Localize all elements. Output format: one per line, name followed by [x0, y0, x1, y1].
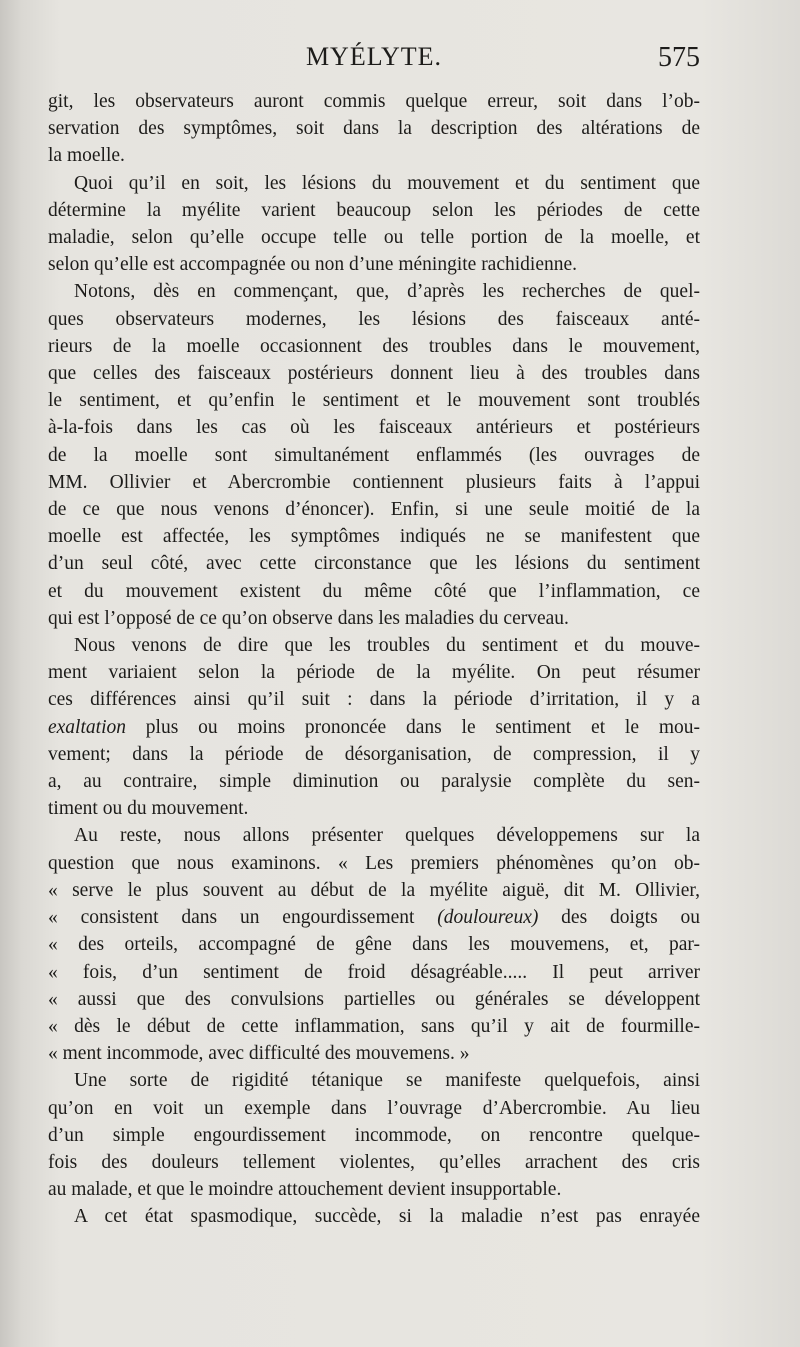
- text-line: Nous venons de dire que les troubles du sentiment et du mouve-: [74, 635, 700, 657]
- text-line: qu’on en voit un exemple dans l’ouvrage d’Abercrombie. Au lieu: [48, 1097, 700, 1119]
- text-line: « dès le début de cette inflammation, sans qu’il y ait de fourmille-: [48, 1015, 700, 1037]
- text-line: moelle est affectée, les symptômes indiqués ne se manifestent que: [48, 526, 700, 548]
- text-line: question que nous examinons. « Les premiers phénomènes qu’on ob-: [48, 852, 700, 874]
- text-line: fois des douleurs tellement violentes, qu’elles arrachent des cris: [48, 1151, 700, 1173]
- text-line: exaltation plus ou moins prononcée dans le sentiment et le mou-: [48, 716, 700, 738]
- text-line: « aussi que des convulsions partielles ou générales se développent: [48, 988, 700, 1010]
- text-line: « ment incommode, avec difficulté des mouvemens. »: [48, 1043, 470, 1065]
- text-line: ces différences ainsi qu’il suit : dans la période d’irritation, il y a: [48, 689, 700, 711]
- page-number: 575: [658, 42, 700, 73]
- text-line: vement; dans la période de désorganisation, de compression, il y: [48, 743, 700, 765]
- text-line: qui est l’opposé de ce qu’on observe dans les maladies du cerveau.: [48, 607, 569, 629]
- text-line: a, au contraire, simple diminution ou paralysie complète du sen-: [48, 771, 700, 793]
- text-line: de la moelle sont simultanément enflammés (les ouvrages de: [48, 444, 700, 466]
- text-line: ment variaient selon la période de la myélite. On peut résumer: [48, 662, 700, 684]
- text-line: « serve le plus souvent au début de la myélite aiguë, dit M. Ollivier,: [48, 879, 700, 901]
- text-line: rieurs de la moelle occasionnent des troubles dans le mouvement,: [48, 335, 700, 357]
- text-line: ques observateurs modernes, les lésions des faisceaux anté-: [48, 308, 700, 330]
- text-line: que celles des faisceaux postérieurs donnent lieu à des troubles dans: [48, 363, 700, 385]
- page-header: [48, 42, 700, 82]
- text-line: détermine la myélite varient beaucoup selon les périodes de cette: [48, 199, 700, 221]
- text-line: d’un simple engourdissement incommode, on rencontre quelque-: [48, 1124, 700, 1146]
- text-line: selon qu’elle est accompagnée ou non d’une méningite rachidienne.: [48, 254, 578, 276]
- text-line: timent ou du mouvement.: [48, 798, 249, 820]
- text-line: « fois, d’un sentiment de froid désagréable..... Il peut arriver: [48, 961, 700, 983]
- text-line: A cet état spasmodique, succède, si la maladie n’est pas enrayée: [74, 1206, 700, 1228]
- text-line: de ce que nous venons d’énoncer). Enfin, si une seule moitié de la: [48, 499, 700, 521]
- body-text: [48, 88, 700, 1231]
- text-line: la moelle.: [48, 145, 125, 167]
- text-line: « des orteils, accompagné de gêne dans les mouvemens, et, par-: [48, 934, 700, 956]
- text-line: Au reste, nous allons présenter quelques développemens sur la: [74, 825, 700, 847]
- text-line: MM. Ollivier et Abercrombie contiennent plusieurs faits à l’appui: [48, 471, 700, 493]
- text-line: Quoi qu’il en soit, les lésions du mouvement et du sentiment que: [74, 172, 700, 194]
- text-line: servation des symptômes, soit dans la description des altérations de: [48, 118, 700, 140]
- text-line: et du mouvement existent du même côté que l’inflammation, ce: [48, 580, 700, 602]
- text-line: le sentiment, et qu’enfin le sentiment et le mouvement sont troublés: [48, 390, 700, 412]
- text-line: Notons, dès en commençant, que, d’après les recherches de quel-: [74, 281, 700, 303]
- text-line: d’un seul côté, avec cette circonstance que les lésions du sentiment: [48, 553, 700, 575]
- text-line: git, les observateurs auront commis quelque erreur, soit dans l’ob-: [48, 91, 700, 112]
- text-line: maladie, selon qu’elle occupe telle ou telle portion de la moelle, et: [48, 227, 700, 249]
- text-line: Une sorte de rigidité tétanique se manifeste quelquefois, ainsi: [74, 1070, 700, 1092]
- text-line: au malade, et que le moindre attouchement devient insupportable.: [48, 1179, 562, 1201]
- text-line: à-la-fois dans les cas où les faisceaux antérieurs et postérieurs: [48, 417, 700, 439]
- text-line: « consistent dans un engourdissement (douloureux) des doigts ou: [48, 907, 701, 929]
- running-title: MYÉLYTE.: [305, 42, 443, 71]
